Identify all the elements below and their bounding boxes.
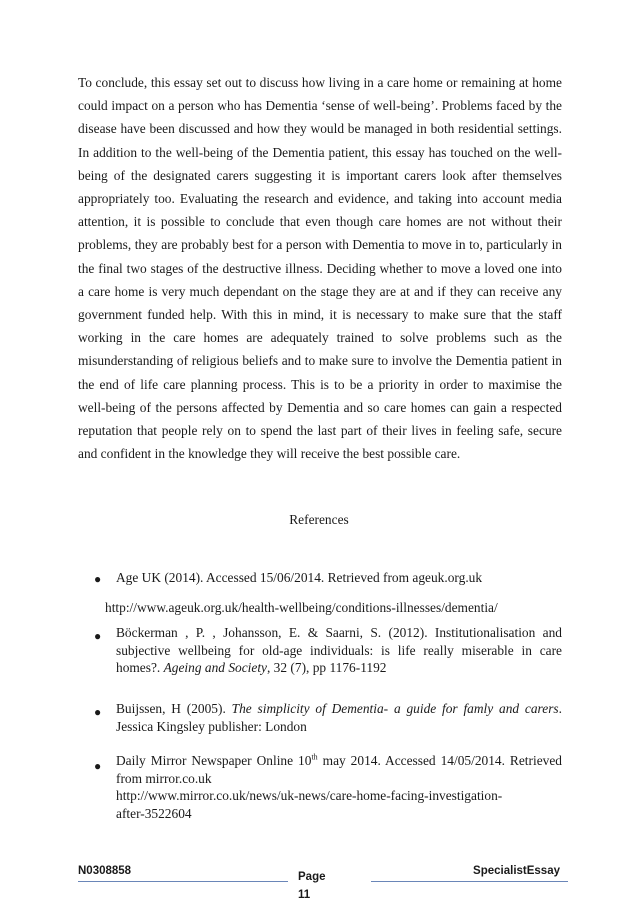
page-footer bbox=[78, 863, 568, 903]
reference-text: Buijssen, H (2005). bbox=[116, 701, 232, 716]
reference-item bbox=[116, 700, 562, 735]
conclusion-paragraph: To conclude, this essay set out to discuss how living in a care home or remaining at home could impact on a person who has Dementia ‘sense of well-being’. Problems faced by the disease have been discussed and how they would be managed in both residential settings. In addition to the well-being of the Dementia patient, this essay has touched on the well-being of the designated carers suggesting it is important carers look after themselves appropriately too. Evaluating the research and evidence, and taking into account media attention, it is possible to conclude that even though care homes are not without their problems, they are probably best for a person with Dementia to move in to, particularly in the final two stages of the destructive illness. Deciding whether to move a loved one into a care home is very much dependant on the stage they are at and if they can receive any government funded help. With this in mind, it is necessary to make sure that the staff working in the care homes are adequately trained to solve problems such as the misunderstanding of religious beliefs and to make sure to involve the Dementia patient in the end of life care planning process. This is to be a priority in order to maximise the well-being of the persons affected by Dementia and so care homes can gain a respected reputation that people rely on to spend the last part of their lives in feeling safe, secure and confident in the knowledge they will receive the best possible care. bbox=[78, 75, 562, 462]
references-heading: References bbox=[289, 512, 349, 527]
reference-text: Daily Mirror Newspaper Online 10 bbox=[116, 753, 312, 768]
reference-url: http://www.ageuk.org.uk/health-wellbeing/conditions-illnesses/dementia/ bbox=[105, 600, 498, 615]
bullet-icon: ● bbox=[94, 629, 102, 643]
reference-item bbox=[116, 624, 562, 677]
footer-student-id: N0308858 bbox=[78, 865, 132, 877]
reference-item bbox=[116, 752, 562, 822]
reference-book-title: The simplicity of Dementia- a guide for famly and carers bbox=[231, 701, 559, 716]
footer-divider-right bbox=[371, 881, 568, 882]
footer-page-label: Page bbox=[298, 871, 326, 883]
reference-text: Age UK (2014). Accessed 15/06/2014. Retrieved from ageuk.org.uk bbox=[116, 570, 483, 585]
reference-url: http://www.mirror.co.uk/news/uk-news/care-home-facing-investigation- bbox=[116, 788, 503, 804]
reference-item bbox=[116, 569, 562, 587]
bullet-icon: ● bbox=[94, 759, 102, 773]
reference-text: . Jessica Kingsley publisher: London bbox=[116, 701, 562, 734]
reference-journal: Ageing and Society bbox=[163, 660, 267, 676]
footer-page-number bbox=[298, 868, 338, 904]
reference-text: may 2014. Accessed 14/05/2014. Retrieved from mirror.co.uk bbox=[116, 753, 562, 786]
footer-brand: SpecialistEssay bbox=[473, 865, 560, 877]
reference-url: after-3522604 bbox=[116, 805, 192, 821]
reference-text: , 32 (7), pp 1176-1192 bbox=[266, 660, 387, 676]
bullet-icon: ● bbox=[94, 705, 102, 719]
footer-divider-left bbox=[78, 881, 288, 882]
footer-page-value: 11 bbox=[298, 889, 311, 901]
reference-superscript: th bbox=[311, 752, 318, 762]
reference-text: Böckerman , P. , Johansson, E. & Saarni, S. (2012). Institutionalisation and subjective wellbeing for old-age individuals: is life really miserable in care homes?. bbox=[116, 625, 562, 676]
bullet-icon: ● bbox=[94, 572, 102, 586]
